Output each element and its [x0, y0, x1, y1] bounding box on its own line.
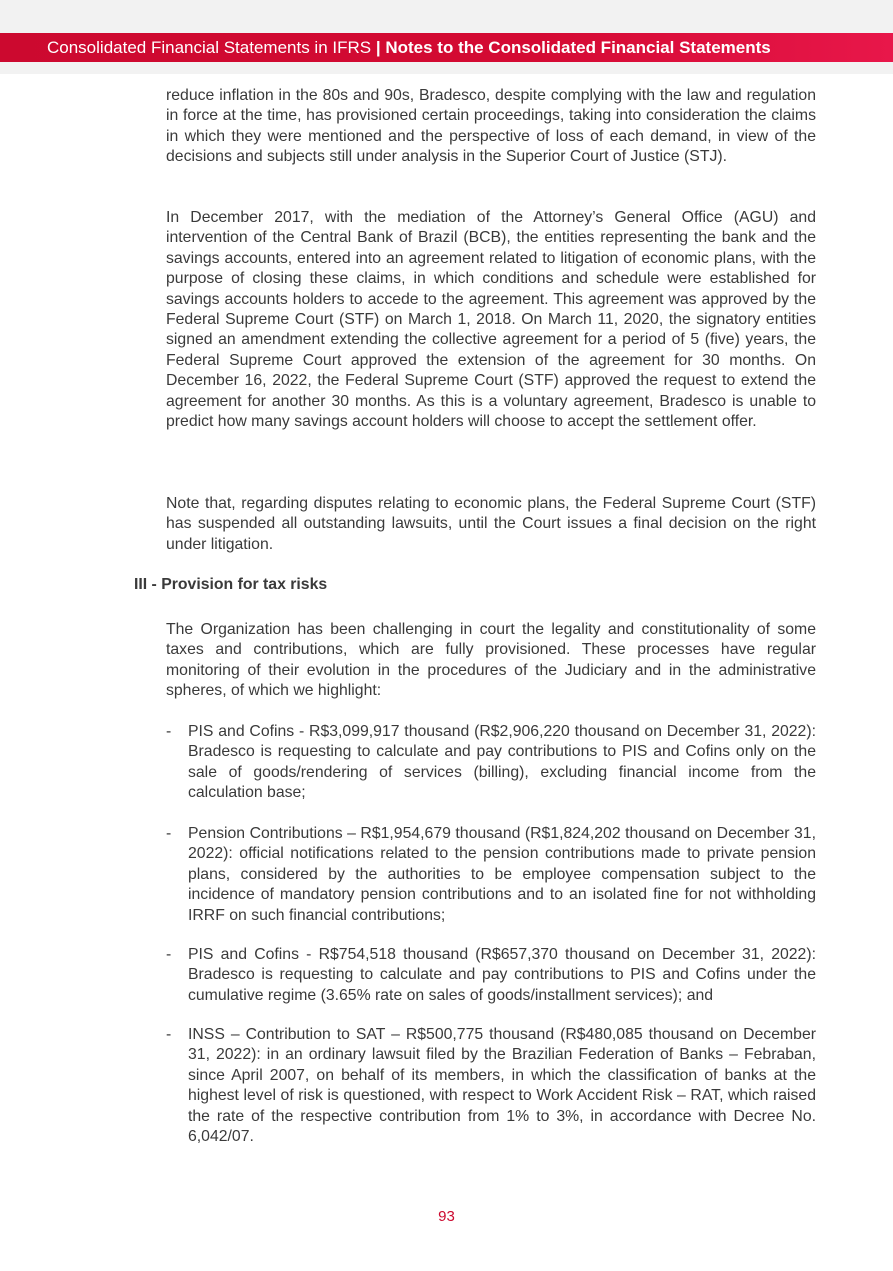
header-right-title: Notes to the Consolidated Financial Statements: [385, 38, 771, 57]
paragraph-economic-plans-provision: reduce inflation in the 80s and 90s, Bradesco, despite complying with the law and regulation in force at the time, has provisioned certain proceedings, taking into consideration the claims in which they were mentioned and the perspective of loss of each demand, in view of the decisions and subjects still under analysis in the Superior Court of Justice (STJ).: [166, 87, 816, 166]
header-separator: |: [375, 38, 381, 57]
page-header: [0, 33, 893, 62]
paragraph-agreement-history: In December 2017, with the mediation of the Attorney’s General Office (AGU) and intervention of the Central Bank of Brazil (BCB), the entities representing the bank and the savings accounts, entered into an agreement related to litigation of economic plans, with the purpose of closing these claims, in which conditions and schedule were established for savings accounts holders to accede to the agreement. This agreement was approved by the Federal Supreme Court (STF) on March 1, 2018. On March 11, 2020, the signatory entities signed an amendment extending the collective agreement for a period of 5 (five) years, the Federal Supreme Court approved the extension of the agreement for 30 months. On December 16, 2022, the Federal Supreme Court (STF) approved the request to extend the agreement for another 30 months. As this is a voluntary agreement, Bradesco is unable to predict how many savings account holders will choose to accept the settlement offer.: [166, 209, 816, 431]
bullet-pis-cofins-cumulative: PIS and Cofins - R$754,518 thousand (R$657,370 thousand on December 31, 2022): Bradesco is requesting to calculate and pay contributions to PIS and Cofins under the cumulative regime (3.65% rate on sales of goods/installment services); and: [188, 946, 816, 1004]
bullet-inss-sat: INSS – Contribution to SAT – R$500,775 thousand (R$480,085 thousand on December 31, 2022): in an ordinary lawsuit filed by the Brazilian Federation of Banks – Febraban, since April 2007, on behalf of its members, in which the classification of banks at the highest level of risk is questioned, with respect to Work Accident Risk – RAT, which raised the rate of the respective contribution from 1% to 3%, in accordance with Decree No. 6,042/07.: [188, 1026, 816, 1146]
bullet-pension-contributions: Pension Contributions – R$1,954,679 thousand (R$1,824,202 thousand on December 31, 2022): official notifications related to the pension contributions made to private pension plans, considered by the authorities to be employee compensation subject to the incidence of mandatory pension contributions and to an isolated fine for not withholding IRRF on such financial contributions;: [188, 825, 816, 924]
bullet-pis-cofins-billing: PIS and Cofins - R$3,099,917 thousand (R$2,906,220 thousand on December 31, 2022): Bradesco is requesting to calculate and pay contributions to PIS and Cofins only on the sale of goods/rendering of services (billing), excluding financial income from the calculation base;: [188, 723, 816, 802]
section-heading-tax-risks: III - Provision for tax risks: [134, 576, 328, 593]
paragraph-tax-risks-intro: The Organization has been challenging in court the legality and constitutionality of some taxes and contributions, which are fully provisioned. These processes have regular monitoring of their evolution in the procedures of the Judiciary and in the administrative spheres, of which we highlight:: [166, 621, 816, 700]
header-underband: [0, 62, 893, 74]
bullet-dash: -: [166, 946, 172, 963]
header-left-title: Consolidated Financial Statements in IFRS: [47, 38, 372, 57]
paragraph-stf-suspension: Note that, regarding disputes relating to economic plans, the Federal Supreme Court (STF) has suspended all outstanding lawsuits, until the Court issues a final decision on the right under litigation.: [166, 495, 816, 553]
bullet-dash: -: [166, 825, 172, 842]
bullet-dash: -: [166, 1026, 172, 1043]
top-margin: [0, 0, 893, 33]
page-number: 93: [438, 1208, 455, 1225]
bullet-dash: -: [166, 723, 172, 740]
